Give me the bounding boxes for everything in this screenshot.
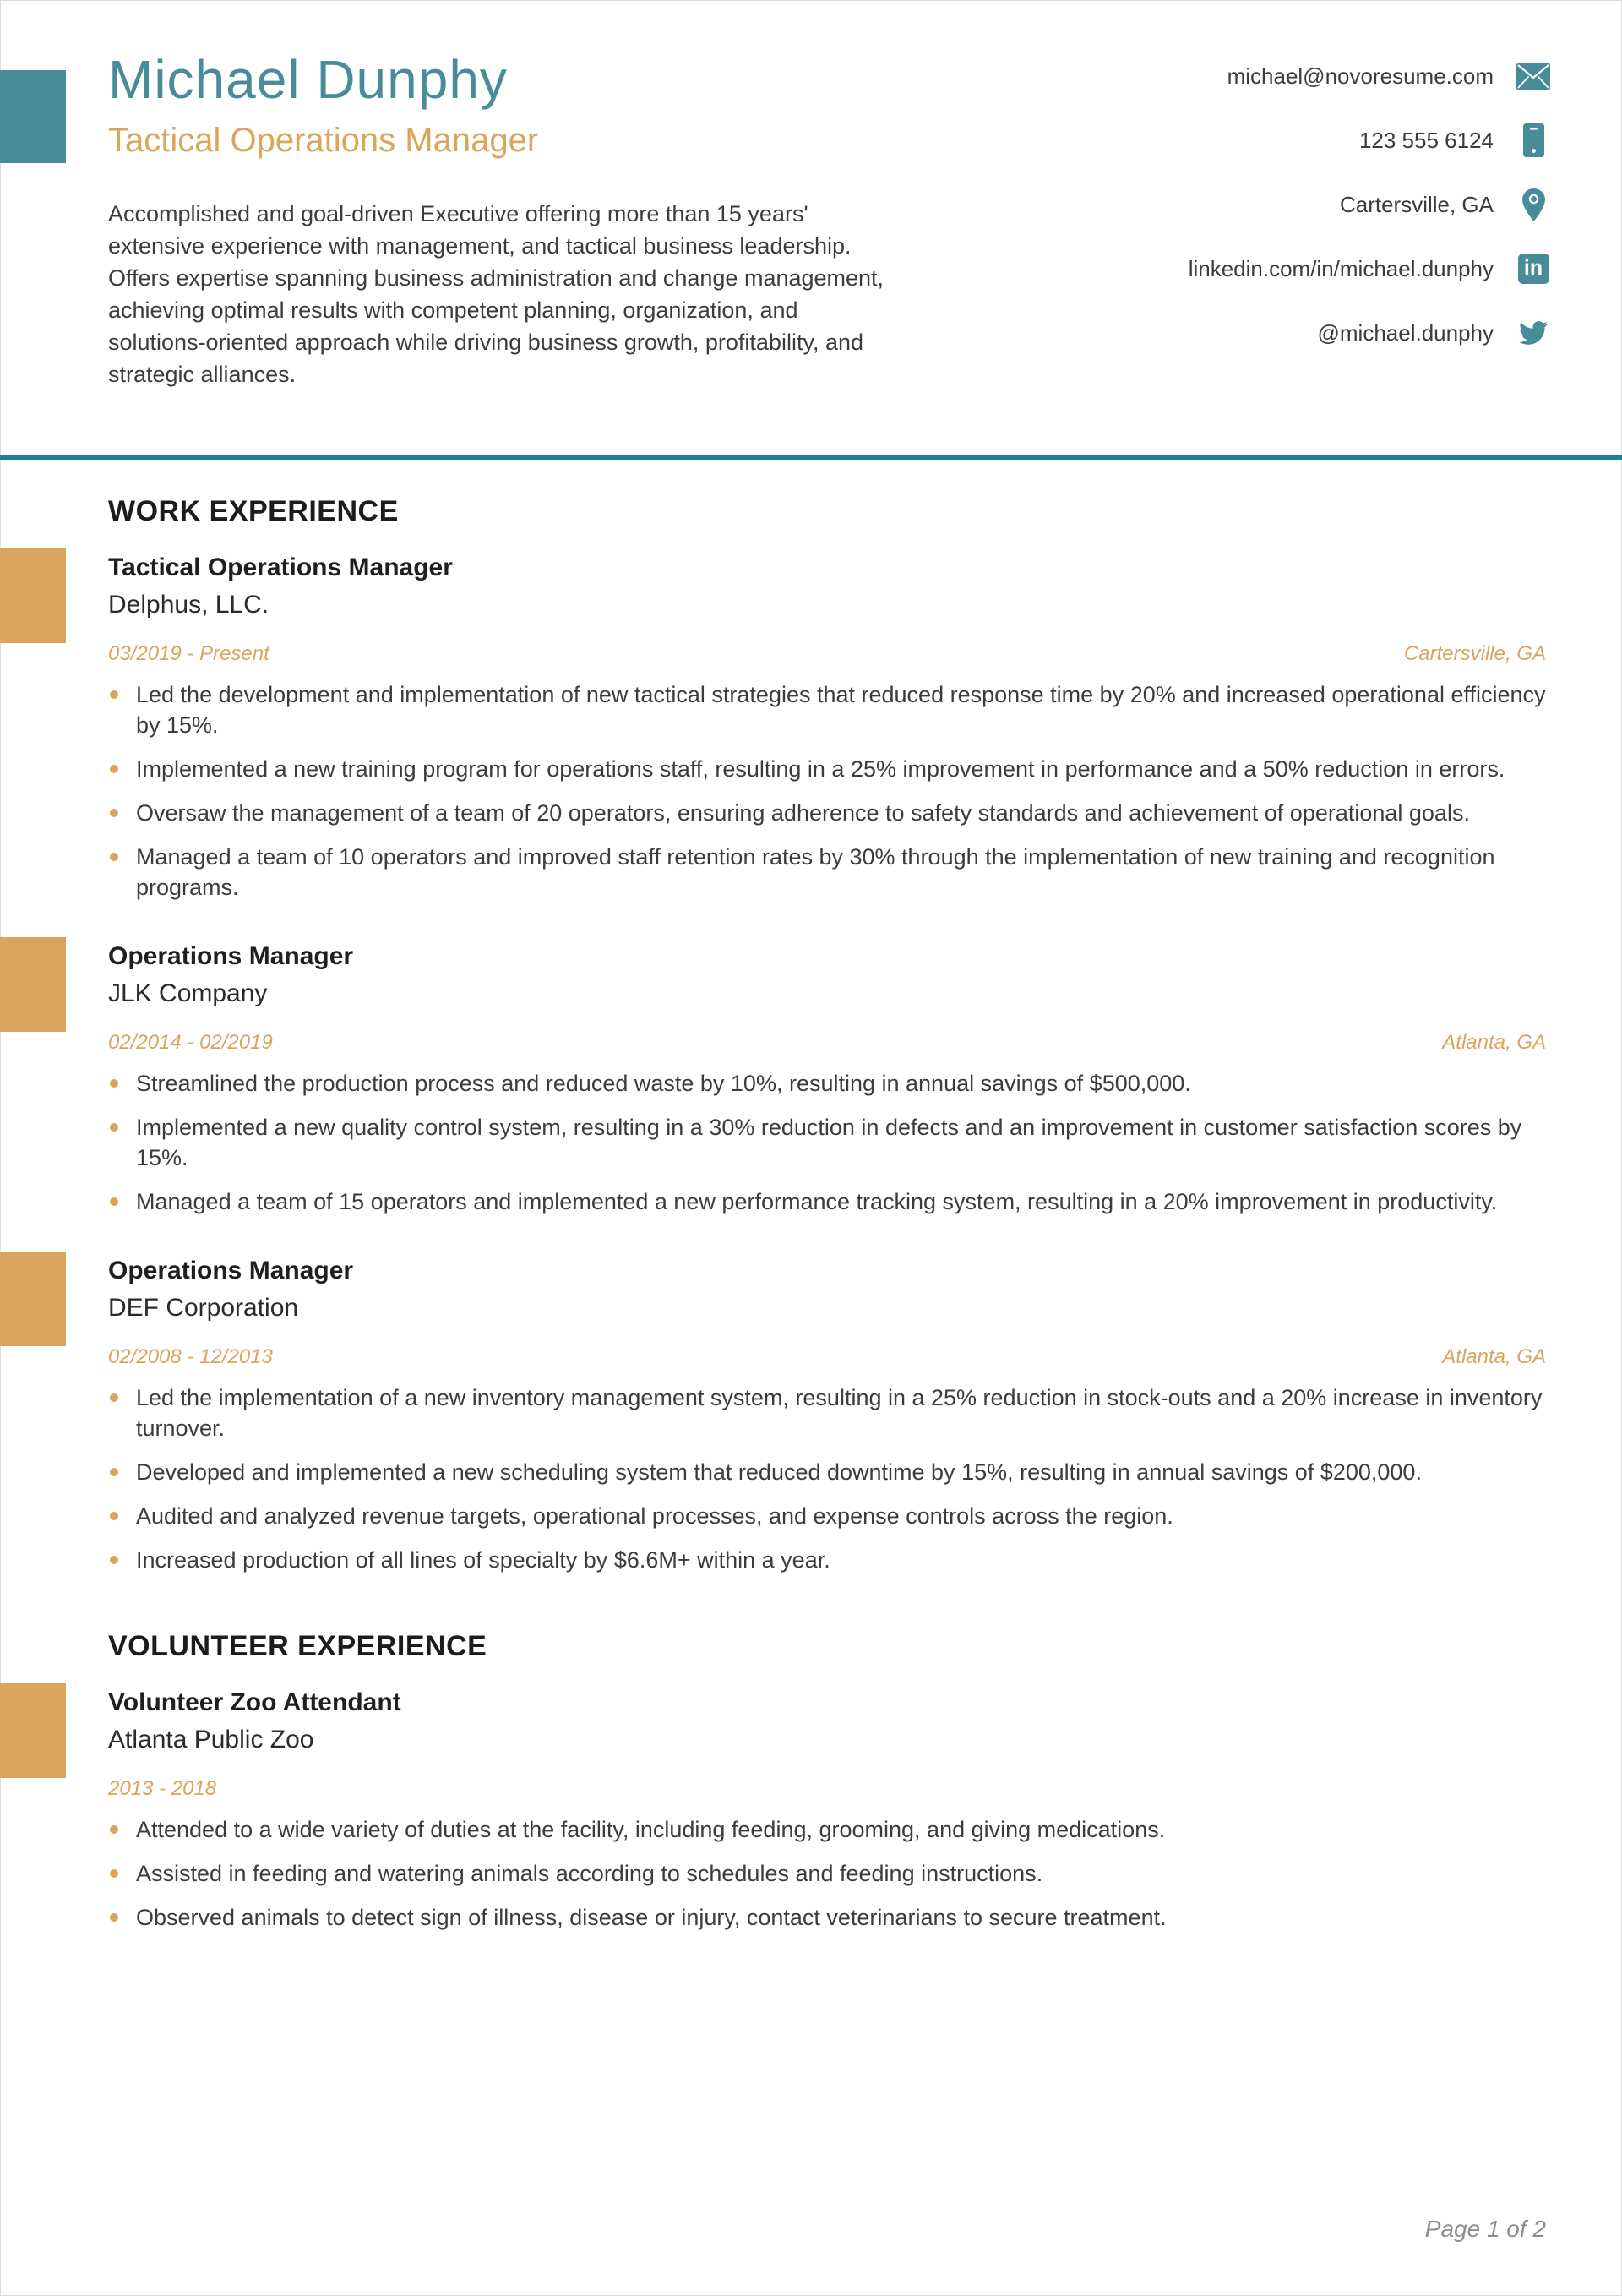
bullet-list [108, 1814, 1546, 1933]
entry-company: Delphus, LLC. [108, 591, 269, 619]
entry-dates: 02/2008 - 12/2013 [108, 1345, 273, 1368]
linkedin-text: linkedin.com/in/michael.dunphy [1188, 255, 1494, 281]
bullet-list [108, 1068, 1546, 1217]
entry-title: Operations Manager [108, 1257, 354, 1284]
bullet-item: Attended to a wide variety of duties at the facility, including feeding, grooming, and giving medications. [108, 1814, 1546, 1845]
contact-row-email [1189, 59, 1551, 93]
entry-meta [108, 1777, 1546, 1801]
entry-title: Operations Manager [108, 942, 354, 970]
entry-company: DEF Corporation [108, 1294, 299, 1322]
work-entry-1 [108, 553, 1546, 903]
twitter-icon [1516, 316, 1551, 350]
work-entry-3 [108, 1256, 1546, 1575]
person-name: Michael Dunphy [108, 49, 508, 110]
contact-row-location [1189, 188, 1551, 221]
work-entry-2 [108, 941, 1546, 1217]
section-work-experience [108, 494, 1546, 1575]
location-pin-icon [1516, 188, 1551, 221]
phone-text: 123 555 6124 [1358, 127, 1494, 153]
bullet-item: Implemented a new quality control system, resulting in a 30% reduction in defects and an improvement in customer satisfaction scores by 15%. [108, 1112, 1546, 1173]
entry-company: JLK Company [108, 979, 268, 1007]
section-heading: VOLUNTEER EXPERIENCE [108, 1630, 487, 1662]
contact-row-linkedin [1189, 252, 1551, 286]
entry-title: Tactical Operations Manager [108, 554, 453, 581]
entry-company: Atlanta Public Zoo [108, 1726, 314, 1753]
bullet-item: Implemented a new training program for operations staff, resulting in a 25% improvement in performance and a 50% reduction in errors. [108, 754, 1546, 784]
page-indicator: Page 1 of 2 [1424, 2216, 1546, 2242]
entry-title: Volunteer Zoo Attendant [108, 1688, 401, 1716]
section-heading: WORK EXPERIENCE [108, 495, 399, 527]
entry-location: Cartersville, GA [1403, 642, 1546, 665]
bullet-list [108, 1383, 1546, 1575]
main-content [108, 494, 1546, 1933]
header-accent-block [0, 70, 66, 163]
contact-row-phone [1189, 123, 1551, 157]
entry-meta [108, 1031, 1546, 1055]
bullet-item: Oversaw the management of a team of 20 operators, ensuring adherence to safety standards and achievement of operational goals. [108, 798, 1546, 828]
bullet-item: Led the implementation of a new inventory management system, resulting in a 25% reduction in stock-outs and a 20% increase in inventory turnover. [108, 1383, 1546, 1443]
entry-location: Atlanta, GA [1442, 1345, 1546, 1368]
contact-row-twitter [1189, 316, 1551, 350]
location-text: Cartersville, GA [1339, 191, 1494, 217]
bullet-list [108, 679, 1546, 903]
bullet-item: Led the development and implementation of new tactical strategies that reduced response time by 20% and increased operational efficiency by 15%. [108, 679, 1546, 740]
bullet-item: Managed a team of 15 operators and implemented a new performance tracking system, resulting in a 20% improvement in productivity. [108, 1186, 1546, 1217]
person-headline: Tactical Operations Manager [108, 122, 539, 159]
bullet-item: Managed a team of 10 operators and improved staff retention rates by 30% through the implementation of new training and recognition programs. [108, 842, 1546, 903]
bullet-item: Assisted in feeding and watering animals according to schedules and feeding instructions. [108, 1858, 1546, 1889]
twitter-text: @michael.dunphy [1317, 319, 1494, 346]
section-volunteer-experience [108, 1629, 1546, 1933]
linkedin-icon: in [1516, 252, 1551, 286]
entry-location: Atlanta, GA [1442, 1031, 1546, 1054]
phone-icon [1516, 123, 1551, 157]
volunteer-entry-1 [108, 1688, 1546, 1933]
email-icon [1516, 59, 1551, 93]
bullet-item: Audited and analyzed revenue targets, operational processes, and expense controls across the region. [108, 1501, 1546, 1531]
bullet-item: Observed animals to detect sign of illness, disease or injury, contact veterinarians to secure treatment. [108, 1902, 1546, 1933]
bullet-item: Streamlined the production process and reduced waste by 10%, resulting in annual savings of $500,000. [108, 1068, 1546, 1099]
bullet-item: Increased production of all lines of specialty by $6.6M+ within a year. [108, 1545, 1546, 1575]
bullet-item: Developed and implemented a new scheduling system that reduced downtime by 15%, resulting in annual savings of $200,000. [108, 1457, 1546, 1487]
contact-list [1189, 59, 1551, 380]
entry-dates: 03/2019 - Present [108, 642, 269, 665]
entry-dates: 2013 - 2018 [108, 1777, 217, 1800]
entry-meta [108, 642, 1546, 666]
entry-dates: 02/2014 - 02/2019 [108, 1031, 273, 1054]
entry-meta [108, 1345, 1546, 1369]
header-divider [0, 455, 1622, 460]
email-text: michael@novoresume.com [1227, 63, 1494, 89]
summary-paragraph: Accomplished and goal-driven Executive offering more than 15 years' extensive experience with management, and tactical business leadership. Offers expertise spanning business administration and change management, achieving optimal results with competent planning, organization, and solutions-oriented approach while driving business growth, profitability, and strategic alliances. [108, 201, 884, 387]
header [108, 49, 936, 390]
